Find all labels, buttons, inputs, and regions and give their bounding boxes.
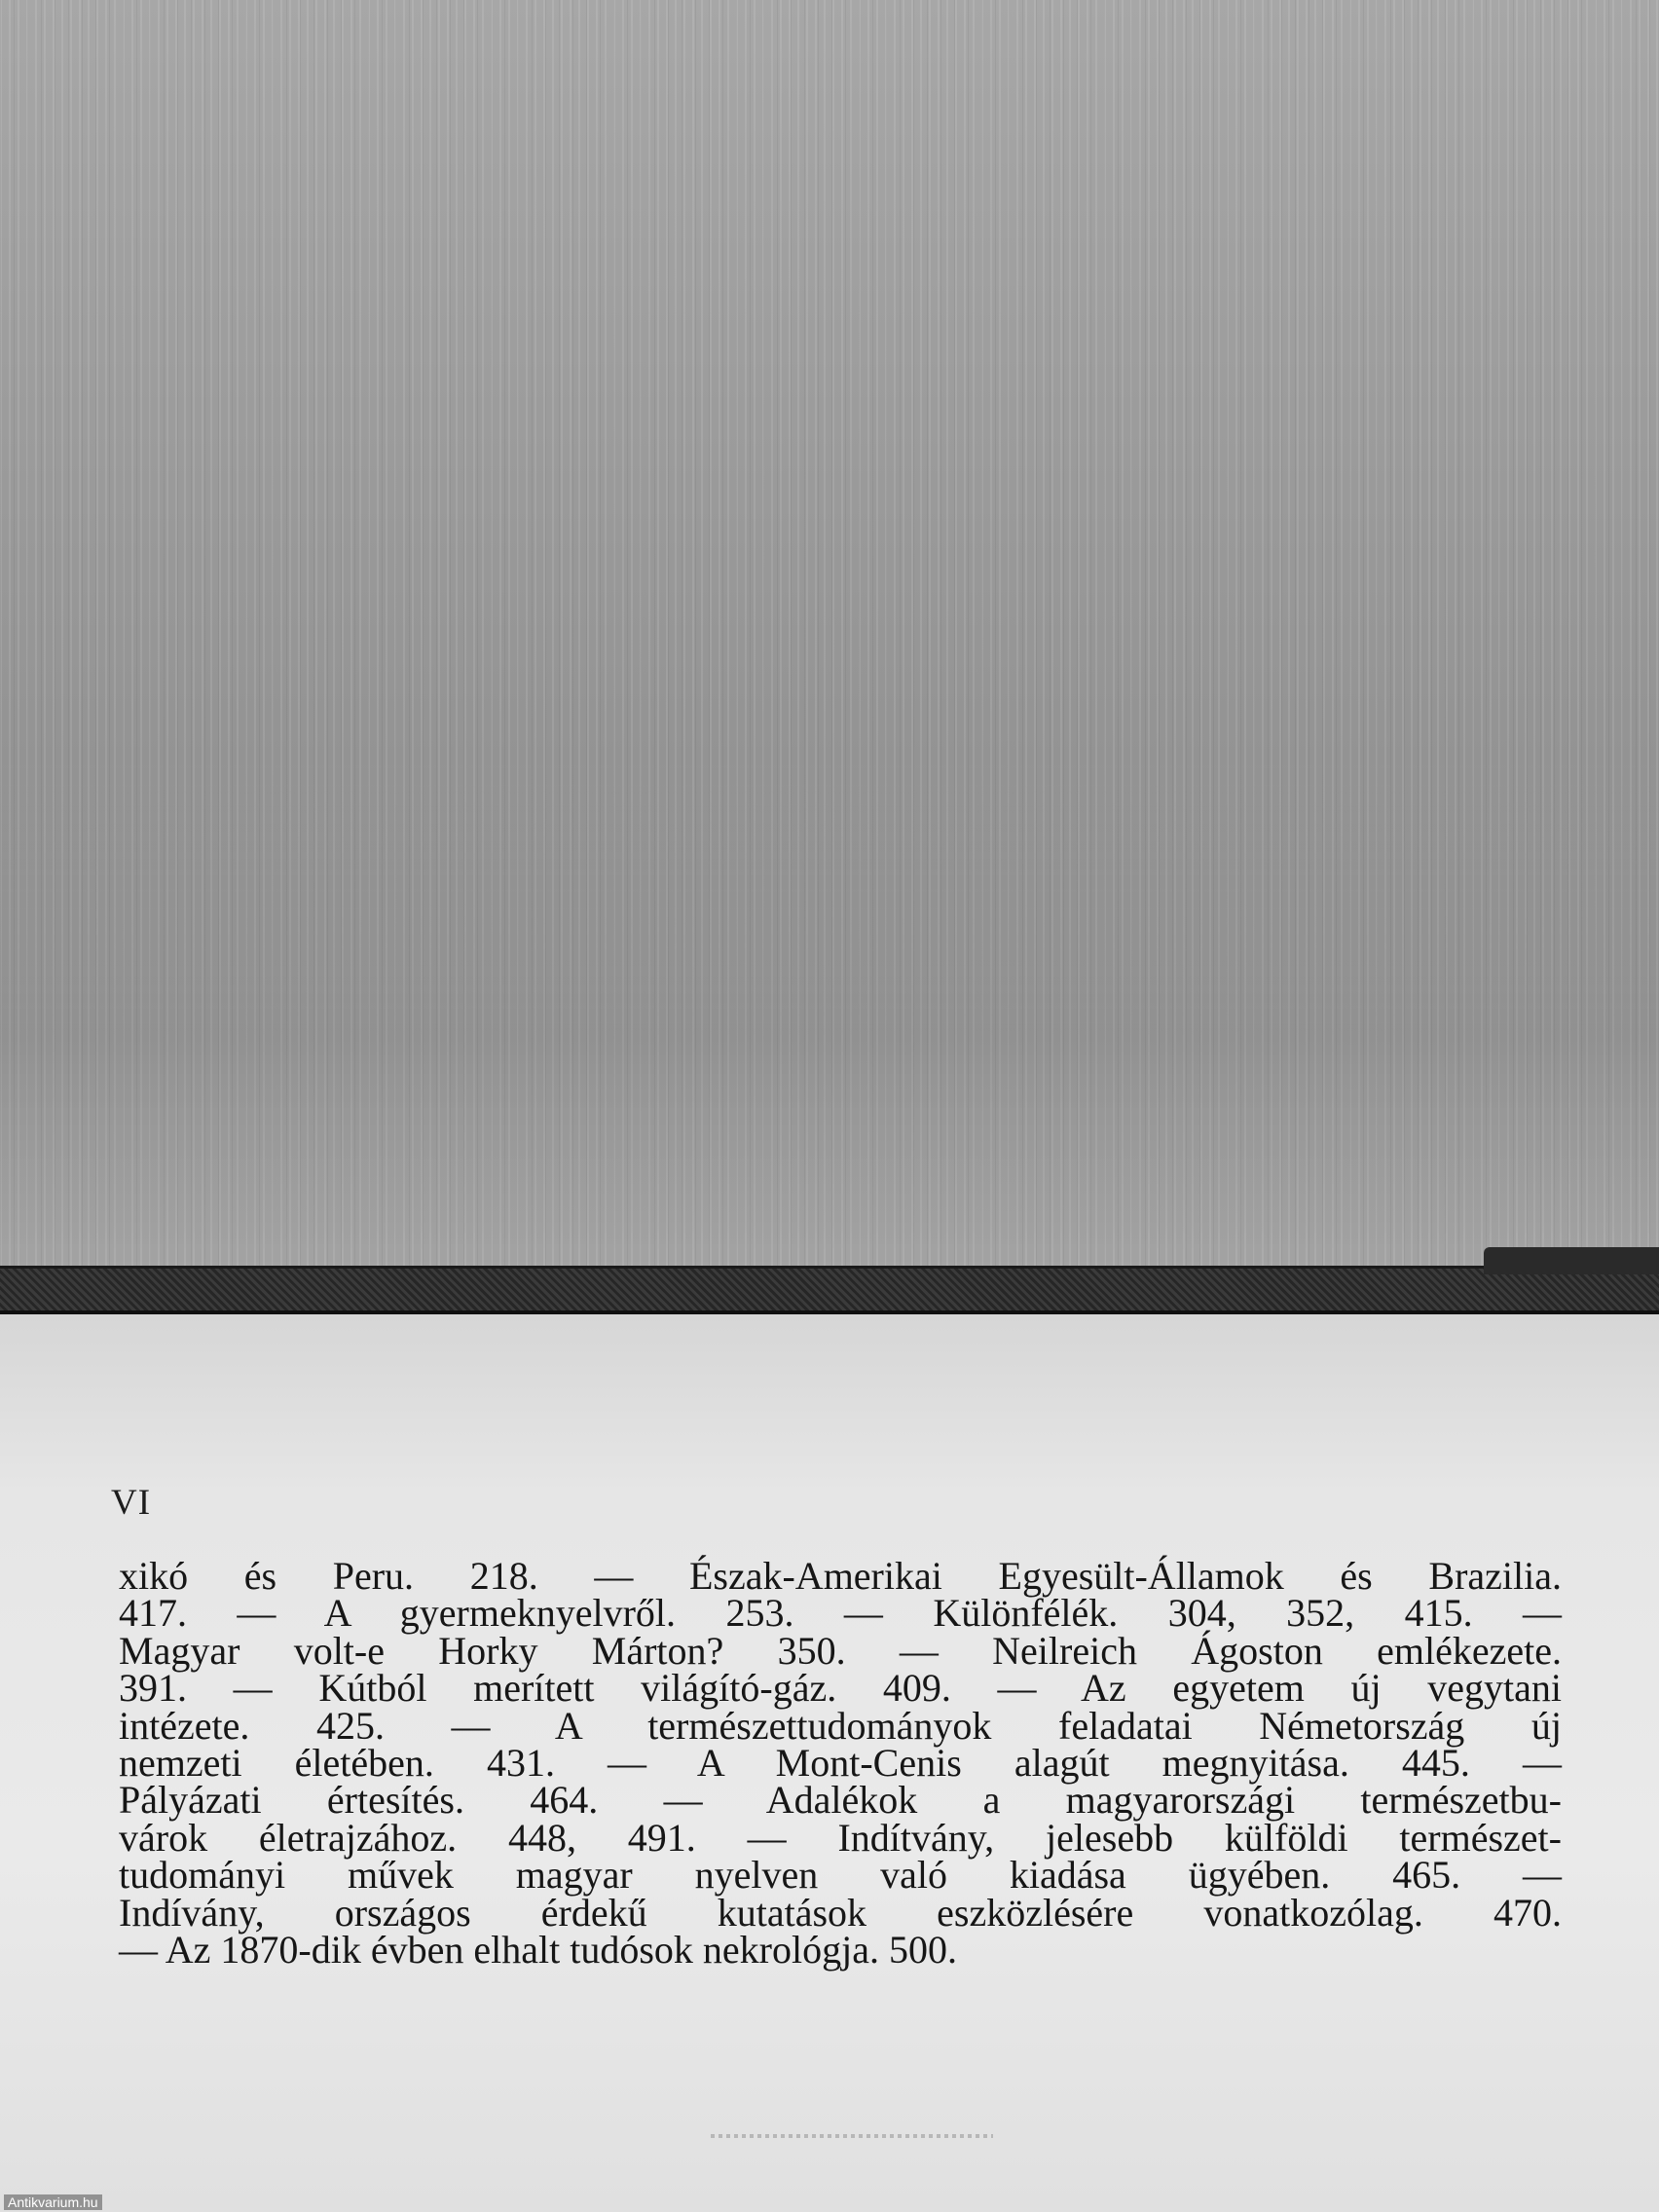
text-line: 391. — Kútból merített világító-gáz. 409. — Az egyetem új vegytani: [119, 1666, 1562, 1711]
text-line: várok életrajzához. 448, 491. — Indítvány, jelesebb külföldi természet-: [119, 1815, 1562, 1860]
text-line: Magyar volt-e Horky Márton? 350. — Neilreich Ágoston emlékezete.: [119, 1628, 1562, 1673]
spine-hinge: [1484, 1247, 1659, 1274]
text-line: Pályázati értesítés. 464. — Adalékok a magyarországi természetbu-: [119, 1778, 1562, 1823]
page-body-text: [119, 1554, 1562, 1972]
book-page: [0, 1314, 1659, 2212]
cover-shadow: [0, 759, 1659, 1266]
text-line: xikó és Peru. 218. — Észak-Amerikai Egyesült-Államok és Brazilia.: [119, 1554, 1562, 1598]
text-line: 417. — A gyermeknyelvről. 253. — Különfélék. 304, 352, 415. —: [119, 1591, 1562, 1636]
text-line: nemzeti életében. 431. — A Mont-Cenis alagút megnyitása. 445. —: [119, 1740, 1562, 1785]
text-line: Indívány, országos érdekű kutatások eszközlésére vonatkozólag. 470.: [119, 1890, 1562, 1935]
text-line: — Az 1870-dik évben elhalt tudósok nekrológja. 500.: [119, 1927, 957, 1972]
text-line: tudományi művek magyar nyelven való kiadása ügyében. 465. —: [119, 1853, 1562, 1898]
book-spine: [0, 1266, 1659, 1314]
page-number: VI: [111, 1483, 152, 1523]
text-line: intézete. 425. — A természettudományok feladatai Németország új: [119, 1703, 1562, 1748]
ornament-rule: [711, 2134, 993, 2138]
watermark: Antikvarium.hu: [4, 2194, 102, 2210]
